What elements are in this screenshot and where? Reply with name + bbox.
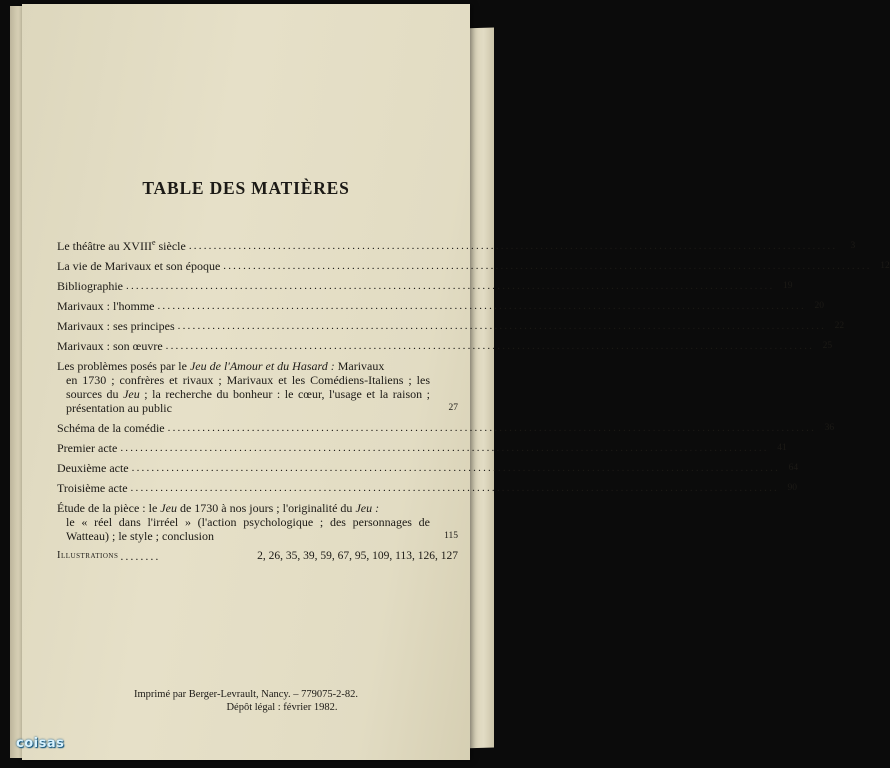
toc-entry-label: La vie de Marivaux et son époque (57, 259, 221, 273)
table-of-contents (57, 236, 890, 563)
toc-entry (57, 259, 890, 273)
imprint-line: Dépôt légal : février 1982. (226, 702, 338, 713)
leader-dots: ................................................................................................................................... (165, 340, 815, 352)
toc-entry (57, 421, 835, 435)
leader-dots: ................................................................................................................................... (131, 462, 781, 474)
watermark-logo: coisas (16, 736, 65, 751)
toc-entry-label: Marivaux : son œuvre (57, 339, 163, 353)
toc-entry (57, 481, 797, 495)
printer-imprint (22, 688, 470, 714)
leader-dots: ................................................................................................................................... (126, 280, 775, 292)
toc-entry (57, 236, 856, 253)
toc-entry-page: 90 (787, 483, 797, 493)
leader-dots: ................................................................................................................................... (177, 320, 827, 332)
toc-entry-problemes (57, 359, 458, 415)
toc-entry-page: 19 (782, 281, 793, 291)
toc-entry (57, 299, 824, 313)
toc-entry-page: 27 (448, 403, 458, 413)
toc-entry-label: Marivaux : ses principes (57, 319, 175, 333)
toc-entry (57, 319, 845, 333)
toc-entry-page: 22 (834, 321, 845, 331)
toc-entry-label: Étude de la pièce : le Jeu de 1730 à nos jours ; l'originalité du Jeu : le « réel dans l'irréel » (l'action psychologique ; des personnages de Watteau) ; le style ; conclusion (57, 501, 430, 543)
leader-dots: ................................................................................................................................... (167, 422, 817, 434)
toc-entry-label: Premier acte (57, 441, 118, 455)
leader-dots: ................................................................................................................................... (130, 482, 779, 494)
leader-dots: ........ (120, 549, 161, 563)
toc-entry-page: 64 (788, 463, 799, 473)
toc-entry-page: 115 (444, 531, 458, 541)
toc-entry-page: 12 (880, 261, 890, 271)
toc-entry (57, 339, 833, 353)
toc-entry-page: 25 (822, 341, 833, 351)
toc-entry-label: Schéma de la comédie (57, 421, 165, 435)
toc-entry-label: Troisième acte (57, 481, 128, 495)
leader-dots: ................................................................................................................................... (157, 300, 806, 312)
toc-entry-page: 20 (814, 301, 824, 311)
toc-entry (57, 279, 793, 293)
toc-entry-label: Le théâtre au XVIIIe siècle (57, 238, 186, 253)
toc-entry-label: Illustrations (57, 550, 119, 561)
book-page (22, 4, 890, 760)
leader-dots: ................................................................................................................................... (120, 442, 769, 454)
imprint-line: Imprimé par Berger-Levrault, Nancy. – 779075-2-82. (133, 689, 358, 700)
page-title: TABLE DES MATIÈRES (142, 178, 350, 198)
toc-entry-illustrations (57, 549, 458, 563)
toc-entry-page: 3 (850, 241, 856, 251)
toc-entry-label: Deuxième acte (57, 461, 129, 475)
toc-entry-label: Marivaux : l'homme (57, 299, 155, 313)
toc-entry-label: Les problèmes posés par le Jeu de l'Amour et du Hasard : Marivaux en 1730 ; confrères et rivaux ; Marivaux et les Comédiens-Italiens ; les sources du Jeu ; la recherche du bonheur : le cœur, l'usage et la raison ; présentation au public (57, 359, 430, 415)
toc-entry-etude (57, 501, 458, 543)
toc-entry (57, 441, 787, 455)
leader-dots: ................................................................................................................................... (223, 260, 872, 272)
toc-entry-label: Bibliographie (57, 279, 123, 293)
illustration-pages: 2, 26, 35, 39, 59, 67, 95, 109, 113, 126, 127 (257, 550, 458, 562)
toc-entry-page: 41 (777, 443, 787, 453)
toc-entry (57, 461, 799, 475)
leader-dots: ................................................................................................................................... (188, 240, 838, 252)
toc-entry-page: 36 (824, 423, 835, 433)
